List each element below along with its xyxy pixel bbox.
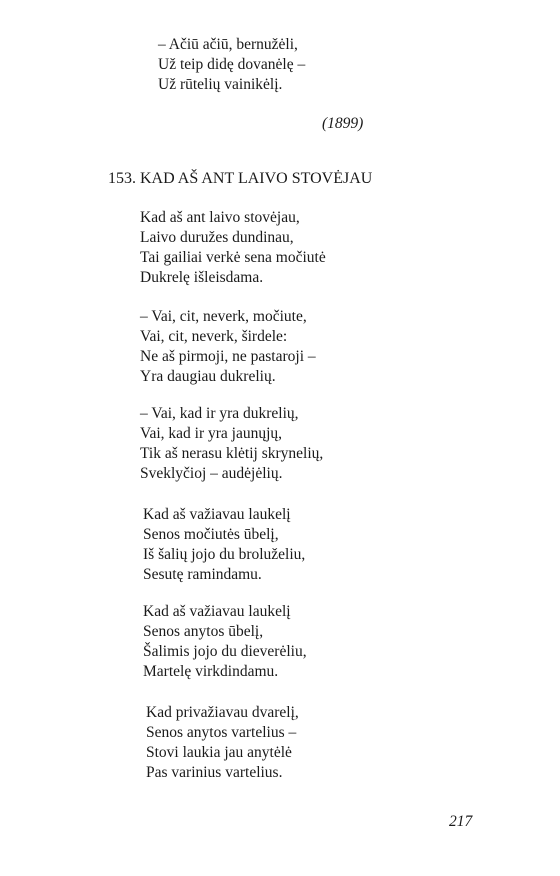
stanza-4	[143, 505, 305, 585]
verse-line: Stovi laukia jau anytėlė	[146, 744, 292, 761]
stanza-6	[146, 703, 299, 783]
page-number: 217	[449, 813, 473, 830]
verse-line: Kad privažiavau dvarelį,	[146, 704, 299, 721]
verse-line: Kad aš ant laivo stovėjau,	[140, 209, 300, 226]
verse-line: Laivo duružes dundinau,	[140, 229, 294, 246]
verse-line: Pas varinius vartelius.	[146, 764, 283, 781]
poem-number: 153.	[108, 170, 136, 187]
verse-line: Senos anytos vartelius –	[146, 724, 297, 741]
stanza-1	[140, 208, 326, 288]
verse-line: Vai, cit, neverk, širdele:	[140, 328, 288, 345]
verse-line: Martelę virkdindamu.	[143, 663, 279, 680]
verse-line: Iš šalių jojo du broluželiu,	[143, 546, 306, 563]
poem-date: (1899)	[322, 115, 364, 132]
verse-line: Kad aš važiavau laukelį	[143, 603, 291, 620]
verse-line: Kad aš važiavau laukelį	[143, 506, 291, 523]
verse-line: Yra daugiau dukrelių.	[140, 368, 276, 385]
verse-line: Už teip didę dovanėlę –	[158, 56, 306, 73]
verse-line: Šalimis jojo du dieverėliu,	[143, 643, 307, 660]
verse-line: – Vai, cit, neverk, močiute,	[140, 308, 307, 325]
verse-line: Vai, kad ir yra jaunųjų,	[140, 425, 283, 442]
stanza-3	[140, 404, 323, 484]
verse-line: Dukrelę išleisdama.	[140, 269, 264, 286]
verse-line: – Vai, kad ir yra dukrelių,	[140, 405, 299, 422]
poem-title: KAD AŠ ANT LAIVO STOVĖJAU	[140, 170, 373, 187]
verse-line: Tai gailiai verkė sena močiutė	[140, 249, 326, 266]
stanza-5	[143, 602, 307, 682]
verse-line: Sesutę ramindamu.	[143, 566, 262, 583]
poem-heading	[108, 170, 372, 188]
verse-line: Sveklyčioj – audėjėlių.	[140, 465, 283, 482]
verse-line: Ne aš pirmoji, ne pastaroji –	[140, 348, 316, 365]
verse-line: Už rūtelių vainikėlį.	[158, 76, 283, 93]
verse-line: Senos anytos ūbelį,	[143, 623, 264, 640]
verse-line: Senos močiutės ūbelį,	[143, 526, 279, 543]
stanza-2	[140, 307, 316, 387]
intro-stanza	[158, 35, 305, 95]
verse-line: Tik aš nerasu klėtij skrynelių,	[140, 445, 324, 462]
verse-line: – Ačiū ačiū, bernužėli,	[158, 36, 298, 53]
